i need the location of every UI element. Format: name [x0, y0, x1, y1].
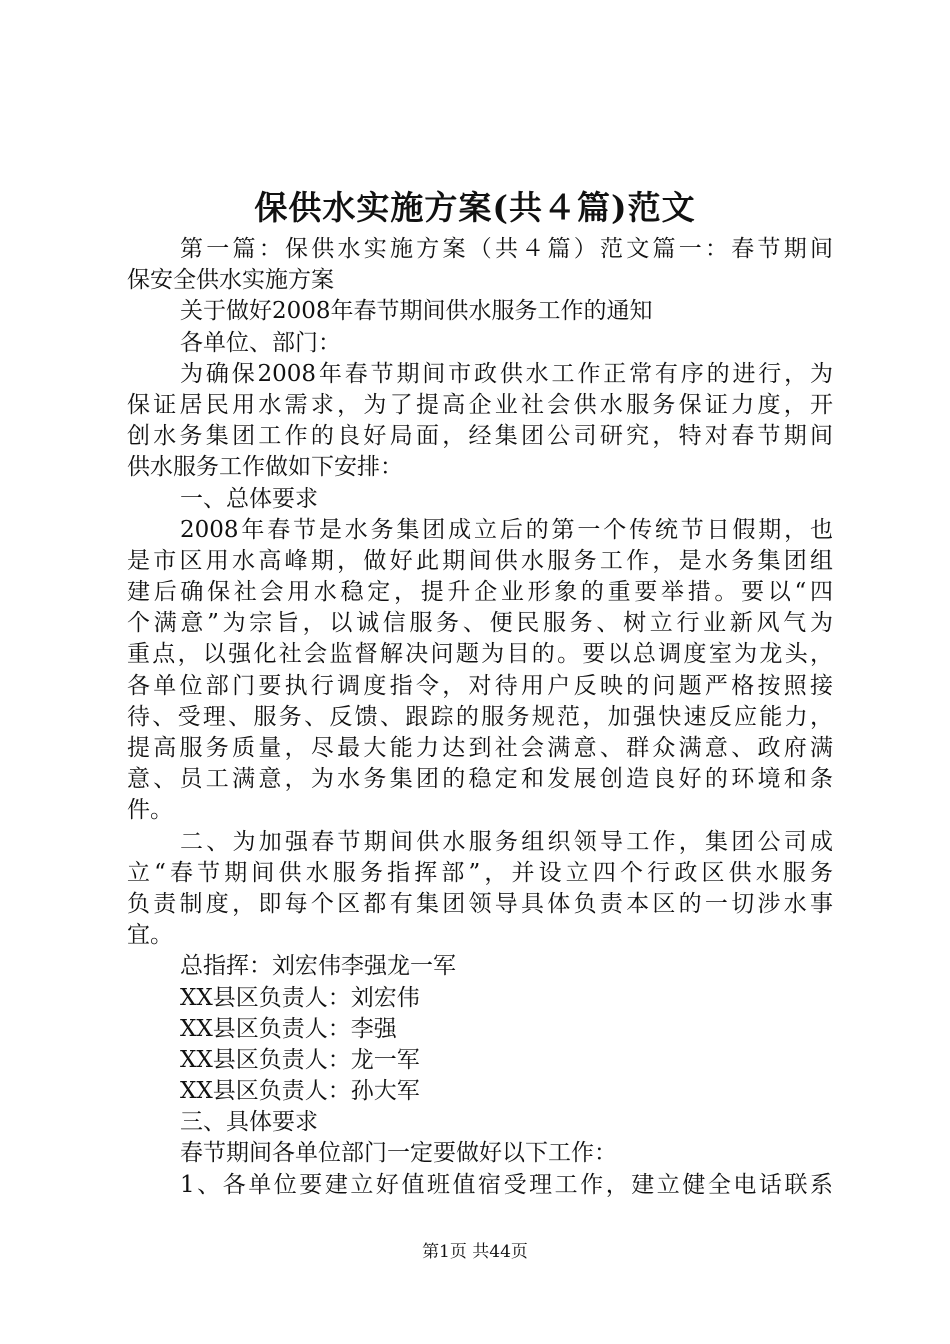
paragraph-line: 总指挥：刘宏伟李强龙一军: [180, 953, 456, 980]
paragraph-line: XX县区负责人：孙大军: [180, 1078, 420, 1105]
paragraph-line: XX县区负责人：龙一军: [180, 1046, 420, 1073]
paragraph-line: 立“春节期间供水服务指挥部”，并设立四个行政区供水服务: [127, 859, 833, 886]
paragraph-line: 创水务集团工作的良好局面，经集团公司研究，特对春节期间: [127, 423, 833, 450]
paragraph-line: 待、受理、服务、反馈、跟踪的服务规范，加强快速反应能力，: [127, 703, 833, 730]
paragraph-line: 是市区用水高峰期，做好此期间供水服务工作，是水务集团组: [127, 547, 833, 574]
section-heading: 一、总体要求: [180, 485, 318, 512]
paragraph-line: 各单位、部门：: [180, 329, 341, 356]
paragraph-line: 2008年春节是水务集团成立后的第一个传统节日假期，也: [180, 516, 833, 543]
paragraph-line: 1、各单位要建立好值班值宿受理工作，建立健全电话联系: [180, 1171, 833, 1198]
paragraph-line: 各单位部门要执行调度指令，对待用户反映的问题严格按照接: [127, 672, 833, 699]
paragraph-line: XX县区负责人：李强: [180, 1015, 397, 1042]
paragraph-line: XX县区负责人：刘宏伟: [180, 984, 420, 1011]
paragraph-line: 二、为加强春节期间供水服务组织领导工作，集团公司成: [180, 828, 833, 855]
paragraph-line: 建后确保社会用水稳定，提升企业形象的重要举措。要以“四: [127, 579, 833, 606]
paragraph-line: 个满意”为宗旨，以诚信服务、便民服务、树立行业新风气为: [127, 610, 833, 637]
paragraph-line: 提高服务质量，尽最大能力达到社会满意、群众满意、政府满: [127, 735, 833, 761]
paragraph-line: 件。: [127, 797, 173, 824]
document-title: 保供水实施方案(共４篇)范文: [254, 188, 696, 227]
paragraph-line: 意、员工满意，为水务集团的稳定和发展创造良好的环境和条: [127, 766, 833, 793]
paragraph-line: 春节期间各单位部门一定要做好以下工作：: [180, 1140, 617, 1167]
paragraph-line: 为确保2008年春节期间市政供水工作正常有序的进行，为: [180, 360, 833, 387]
paragraph-line: 保证居民用水需求，为了提高企业社会供水服务保证力度，开: [127, 391, 833, 418]
document-body: [127, 234, 833, 1201]
page-footer: 第1页 共44页: [422, 1242, 528, 1262]
paragraph-line: 关于做好2008年春节期间供水服务工作的通知: [180, 298, 653, 325]
paragraph-line: 第一篇：保供水实施方案（共４篇）范文篇一：春节期间: [180, 236, 833, 262]
paragraph-line: 重点，以强化社会监督解决问题为目的。要以总调度室为龙头，: [127, 641, 833, 668]
paragraph-line: 供水服务工作做如下安排：: [127, 454, 403, 481]
paragraph-line: 保安全供水实施方案: [127, 267, 334, 294]
section-heading: 三、具体要求: [180, 1109, 318, 1136]
paragraph-line: 宜。: [127, 922, 173, 949]
paragraph-line: 负责制度，即每个区都有集团领导具体负责本区的一切涉水事: [127, 890, 833, 917]
